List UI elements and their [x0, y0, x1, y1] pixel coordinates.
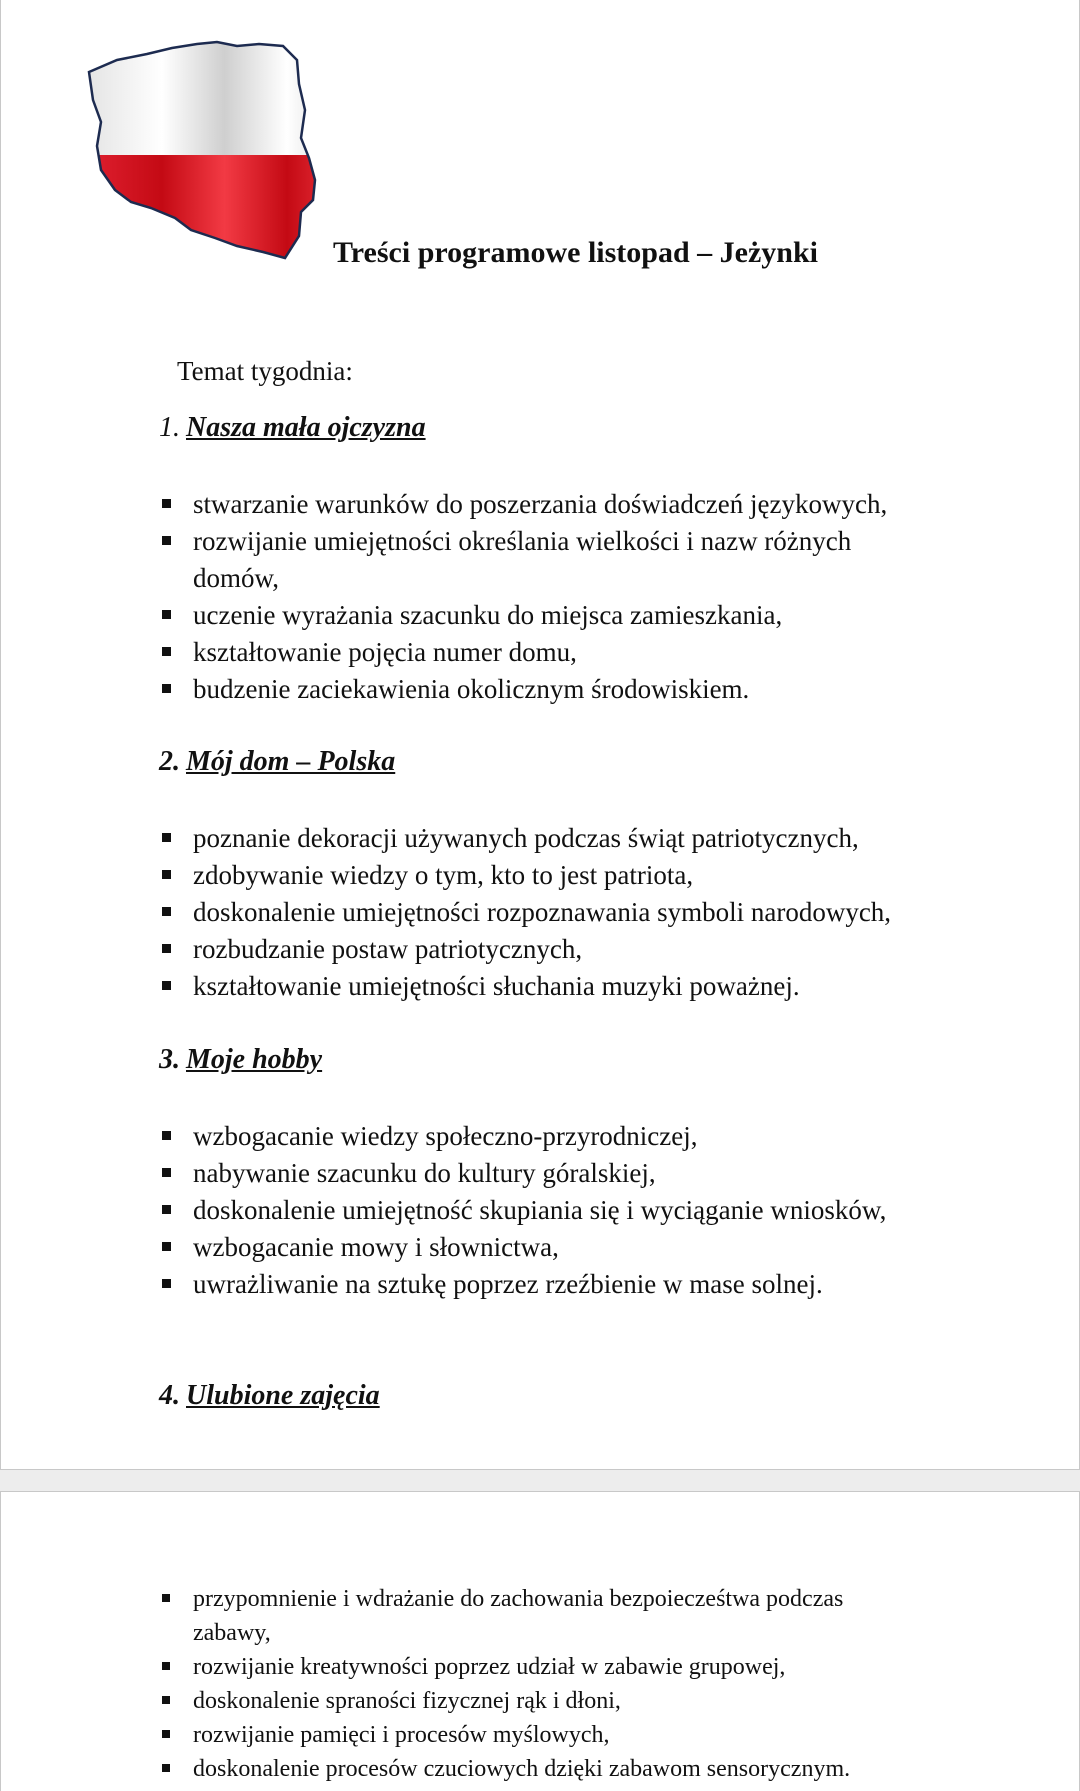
section-title: Nasza mała ojczyzna [186, 412, 426, 443]
section-title: Ulubione zajęcia [186, 1380, 380, 1411]
list-item: przypomnienie i wdrażanie do zachowania bezpoiecześtwa podczas zabawy, [159, 1582, 913, 1650]
list-item: wzbogacanie wiedzy społeczno-przyrodniczej, [159, 1118, 959, 1155]
list-item: kształtowanie umiejętności słuchania muzyki poważnej. [159, 968, 959, 1005]
section-title: Moje hobby [186, 1044, 323, 1075]
section-3-list [159, 1118, 959, 1303]
section-title: Mój dom – Polska [186, 746, 396, 777]
week-topic-label: Temat tygodnia: [177, 356, 353, 386]
section-number: 3. [159, 1044, 180, 1075]
list-item: poznanie dekoracji używanych podczas świąt patriotycznych, [159, 820, 959, 857]
list-item: rozwijanie umiejętności określania wielkości i nazw różnych domów, [159, 523, 913, 597]
list-item: doskonalenie umiejętności rozpoznawania symboli narodowych, [159, 894, 959, 931]
list-item: zdobywanie wiedzy o tym, kto to jest patriota, [159, 857, 959, 894]
list-item: uczenie wyrażania szacunku do miejsca zamieszkania, [159, 597, 959, 634]
list-item: rozbudzanie postaw patriotycznych, [159, 931, 959, 968]
document-title: Treści programowe listopad – Jeżynki [333, 236, 818, 269]
section-number: 1. [159, 412, 180, 443]
document-page-2 [0, 1491, 1080, 1791]
section-number: 4. [159, 1380, 180, 1411]
list-item: rozwijanie kreatywności poprzez udział w zabawie grupowej, [159, 1650, 919, 1684]
list-item: wzbogacanie mowy i słownictwa, [159, 1229, 959, 1266]
list-item: kształtowanie pojęcia numer domu, [159, 634, 959, 671]
section-4-list [159, 1582, 919, 1786]
list-item: doskonalenie umiejętność skupiania się i wyciąganie wniosków, [159, 1192, 959, 1229]
list-item: stwarzanie warunków do poszerzania doświadczeń językowych, [159, 486, 959, 523]
list-item: nabywanie szacunku do kultury góralskiej, [159, 1155, 959, 1192]
list-item: uwrażliwanie na sztukę poprzez rzeźbienie w mase solnej. [159, 1266, 959, 1303]
section-heading-4 [159, 1380, 380, 1412]
section-heading-2 [159, 746, 395, 778]
poland-flag-map-icon [87, 40, 337, 270]
list-item: rozwijanie pamięci i procesów myślowych, [159, 1718, 919, 1752]
section-heading-3 [159, 1044, 322, 1076]
section-2-list [159, 820, 959, 1005]
list-item: doskonalenie spraności fizycznej rąk i dłoni, [159, 1684, 919, 1718]
list-item: budzenie zaciekawienia okolicznym środowiskiem. [159, 671, 959, 708]
section-number: 2. [159, 746, 180, 777]
section-1-list [159, 486, 959, 708]
section-heading-1 [159, 412, 426, 444]
list-item: doskonalenie procesów czuciowych dzięki zabawom sensorycznym. [159, 1752, 919, 1786]
